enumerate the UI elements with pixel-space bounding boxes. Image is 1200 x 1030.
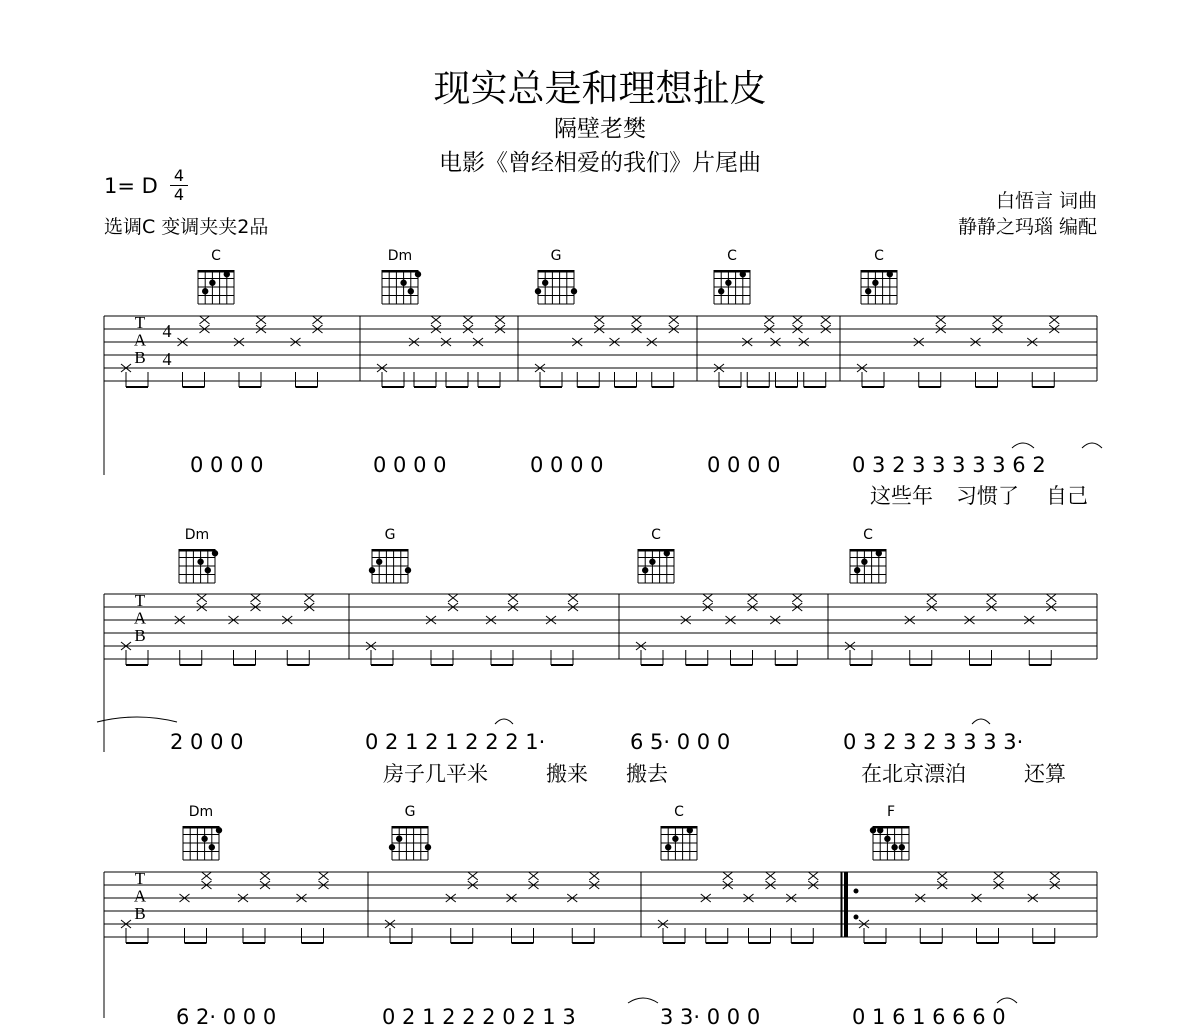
notation-r2-m3: 6 5· 0 0 0 xyxy=(630,730,731,754)
chord-dot xyxy=(649,559,655,565)
notation-r3-m1: 6 2· 0 0 0 xyxy=(176,1005,277,1029)
lyric-r2-5: 还算 xyxy=(1024,762,1066,786)
chord-dot xyxy=(212,550,218,556)
chord-name: G xyxy=(404,804,416,820)
chord-dot xyxy=(224,271,230,277)
chord-nut xyxy=(392,826,428,829)
tie xyxy=(1012,443,1034,448)
chord-dot xyxy=(205,567,211,573)
chord-name: Dm xyxy=(387,248,413,264)
chord-dot xyxy=(718,288,724,294)
notation-r1-m1: 0 0 0 0 xyxy=(190,453,264,477)
chord-dot xyxy=(876,550,882,556)
capo-info: 选调C 变调夹夹2品 xyxy=(104,216,269,238)
chord-dot xyxy=(201,836,207,842)
chord-dot xyxy=(865,288,871,294)
tab-letter: T xyxy=(134,591,146,610)
chord-name: C xyxy=(727,248,737,264)
chord-dot xyxy=(216,827,222,833)
notation-r1-m5: 0 3 2 3 3 3 3 3 6 2 xyxy=(852,453,1046,477)
chord-nut xyxy=(538,270,574,273)
chord-dot xyxy=(877,827,883,833)
chord-name: F xyxy=(886,804,896,820)
chord-dot xyxy=(725,280,731,286)
notation-r1-m4: 0 0 0 0 xyxy=(707,453,781,477)
chord-nut xyxy=(183,826,219,829)
chord-dot xyxy=(861,559,867,565)
lyric-r1-2: 习惯了 xyxy=(956,484,1019,508)
chord-dot xyxy=(405,567,411,573)
tab-letter: A xyxy=(133,608,147,628)
lyric-r2-3: 搬去 xyxy=(626,762,668,786)
chord-dot xyxy=(209,844,215,850)
chord-dot xyxy=(197,559,203,565)
notation-r1-m3: 0 0 0 0 xyxy=(530,453,604,477)
chord-dot xyxy=(542,280,548,286)
chord-dot xyxy=(571,288,577,294)
chord-dot xyxy=(400,280,406,286)
chord-dot xyxy=(854,567,860,573)
chord-dot xyxy=(415,271,421,277)
notation-r3-m3: 3 3· 0 0 0 xyxy=(660,1005,761,1029)
chord-name: G xyxy=(384,527,396,543)
credit-words: 白悟言 词曲 xyxy=(995,190,1097,212)
notation-r3-m4: 0 1 6 1 6 6 6 0 xyxy=(852,1005,1006,1029)
chord-dot xyxy=(672,836,678,842)
chord-dot xyxy=(408,288,414,294)
chord-name: C xyxy=(674,804,684,820)
notation-r1-m2: 0 0 0 0 xyxy=(373,453,447,477)
notation-r3-m2: 0 2 1 2 2 2 0 2 1 3 xyxy=(382,1005,576,1029)
song-subtitle: 电影《曾经相爱的我们》片尾曲 xyxy=(439,150,761,176)
key-signature: 1= D xyxy=(104,174,158,198)
chord-name: Dm xyxy=(188,804,214,820)
time-signature-bottom: 4 xyxy=(173,185,185,204)
repeat-bar-thick xyxy=(844,872,848,937)
chord-dot xyxy=(209,280,215,286)
chord-dot xyxy=(665,844,671,850)
chord-name: Dm xyxy=(184,527,210,543)
tie xyxy=(1082,443,1102,448)
artist-name: 隔壁老樊 xyxy=(554,116,646,142)
chord-dot xyxy=(740,271,746,277)
tab-letter: B xyxy=(134,348,146,368)
chord-name: C xyxy=(211,248,221,264)
chord-dot xyxy=(202,288,208,294)
tie xyxy=(495,719,513,724)
lyric-r1-1: 这些年 xyxy=(870,484,933,508)
notation-r2-m2: 0 2 1 2 1 2 2 2 1· xyxy=(365,730,546,754)
chord-dot xyxy=(899,844,905,850)
chord-name: C xyxy=(863,527,873,543)
tie xyxy=(628,998,658,1003)
chord-dot xyxy=(376,559,382,565)
lyric-r2-1: 房子几平米 xyxy=(383,762,488,786)
tie xyxy=(97,717,177,722)
chord-dot xyxy=(535,288,541,294)
chord-dot xyxy=(687,827,693,833)
lyric-r2-2: 搬来 xyxy=(546,762,588,786)
chord-dot xyxy=(389,844,395,850)
chord-dot xyxy=(664,550,670,556)
tab-letter: B xyxy=(134,626,146,646)
chord-name: C xyxy=(651,527,661,543)
chord-dot xyxy=(642,567,648,573)
lyric-r2-4: 在北京漂泊 xyxy=(861,762,966,786)
chord-dot xyxy=(887,271,893,277)
tab-letter: A xyxy=(133,330,147,350)
time-signature-top: 4 xyxy=(173,166,185,185)
chord-dot xyxy=(884,836,890,842)
chord-dot xyxy=(369,567,375,573)
chord-name: C xyxy=(874,248,884,264)
tab-letter: A xyxy=(133,886,147,906)
tab-time-sig: 4 xyxy=(162,349,172,369)
lyric-r1-3: 自己 xyxy=(1046,484,1088,508)
tab-letter: T xyxy=(134,869,146,888)
tie xyxy=(972,719,990,724)
chord-dot xyxy=(870,827,876,833)
chord-dot xyxy=(396,836,402,842)
chord-dot xyxy=(891,844,897,850)
repeat-dot xyxy=(854,889,859,894)
repeat-dot xyxy=(854,915,859,920)
song-title: 现实总是和理想扯皮 xyxy=(433,67,767,110)
tab-time-sig: 4 xyxy=(162,321,172,341)
chord-name: G xyxy=(550,248,562,264)
chord-dot xyxy=(425,844,431,850)
chord-nut xyxy=(179,549,215,552)
chord-nut xyxy=(372,549,408,552)
tie xyxy=(997,998,1017,1003)
credit-arranger: 静静之玛瑙 编配 xyxy=(957,216,1097,238)
notation-r2-m1: 2 0 0 0 xyxy=(170,730,244,754)
tab-letter: B xyxy=(134,904,146,924)
chord-nut xyxy=(382,270,418,273)
tab-letter: T xyxy=(134,313,146,332)
notation-r2-m4: 0 3 2 3 2 3 3 3 3· xyxy=(843,730,1024,754)
chord-dot xyxy=(872,280,878,286)
